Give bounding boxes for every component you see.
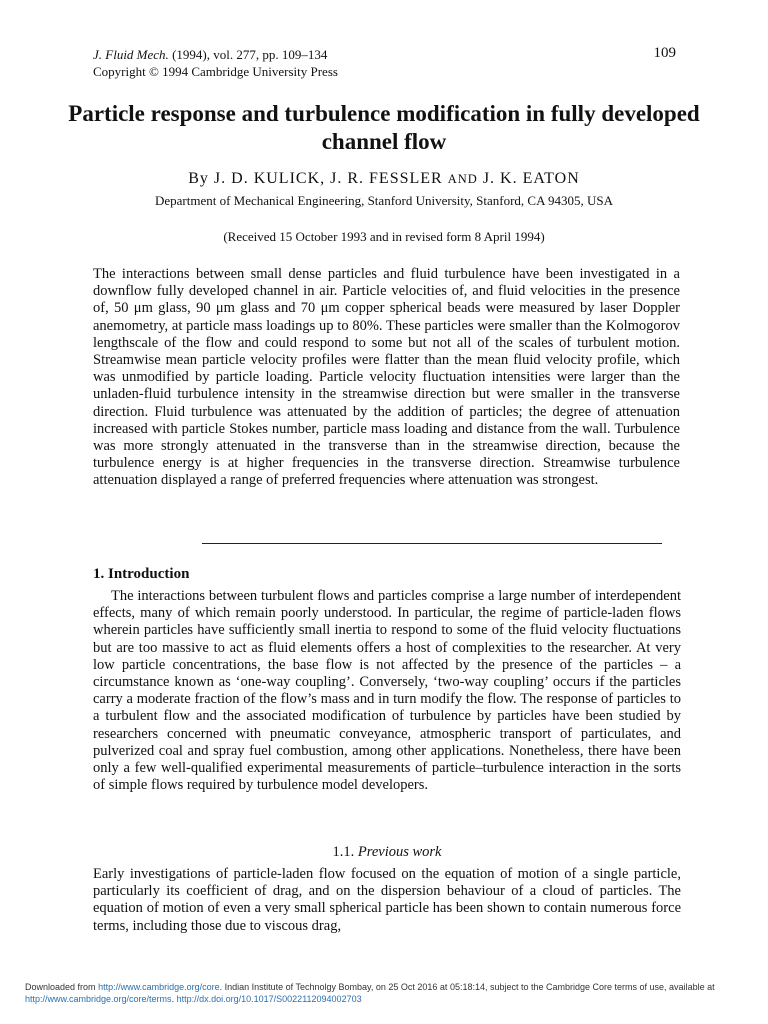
running-header [93,46,338,80]
section-heading: 1. Introduction [93,566,190,582]
subsection-heading [93,844,681,861]
by-label: By [188,170,209,187]
footer-terms-link[interactable]: http://www.cambridge.org/core/terms [25,994,172,1004]
author-2: J. R. FESSLER [330,170,443,187]
footer-core-link[interactable]: http://www.cambridge.org/core [98,982,220,992]
introduction-paragraph: The interactions between turbulent flows and particles comprise a large number of interdependent effects, many of which remain poorly understood. In particular, the regime of particle-laden flows wherein particles have sufficiently small inertia to respond to some of the fluid velocity fluctuations but are too massive to act as fluid elements offers a host of complexities to the researcher. At very low particle concentrations, the base flow is not affected by the presence of the particles – a circumstance known as ‘one-way coupling’. Conversely, ‘two-way coupling’ occurs if the particles carry a moderate fraction of the flow’s mass and in turn modify the flow. The response of particles to a turbulent flow and the associated modification of turbulence by particles have been studied by researchers concerned with pneumatic conveyance, atmospheric transport of particulates, and pulverized coal and spray fuel combustion, among other applications. Nonetheless, there have been only a few well-qualified experimental measurements of particle–turbulence interaction in the sorts of simple flows required by turbulence model developers. [93,588,681,794]
page-number: 109 [653,45,676,61]
author-1: J. D. KULICK, [213,170,326,187]
journal-name: J. Fluid Mech. [93,47,169,62]
year-volume: (1994), vol. 277, pp. 109–134 [172,47,328,62]
footer-separator: . [171,994,175,1004]
footer-doi-link[interactable]: http://dx.doi.org/10.1017/S0022112094002703 [176,994,362,1004]
received-date: (Received 15 October 1993 and in revised form 8 April 1994) [223,229,545,244]
paper-title: Particle response and turbulence modification in fully developed channel flow [68,101,700,154]
and-label: AND [447,172,478,186]
footer-prefix: Downloaded from [25,982,96,992]
subsection-title: Previous work [357,844,442,860]
abstract: The interactions between small dense particles and fluid turbulence have been investigated in a downflow fully developed channel in air. Particle velocities of, and fluid velocities in the presence of, 50 μm glass, 90 μm glass and 70 μm copper spherical beads were measured by laser Doppler anemometry, at particle mass loadings up to 80%. These particles were smaller than the Kolmogorov lengthscale of the flow and could respond to some but not all of the scales of turbulent motion. Streamwise mean particle velocity profiles were flatter than the mean fluid velocity profile, which was unmodified by particle loading. Particle velocity fluctuation intensities were larger than the unladen-fluid turbulence intensity in the streamwise direction but were smaller in the transverse direction. Fluid turbulence was attenuated by the addition of particles; the degree of attenuation increased with particle Stokes number, particle mass loading and distance from the wall. Turbulence was more strongly attenuated in the transverse than in the streamwise direction, because the turbulence energy is at higher frequencies in the transverse direction. Streamwise turbulence attenuation displayed a range of preferred frequencies where attenuation was strongest. [93,266,680,489]
author-3: J. K. EATON [482,170,580,187]
citation [93,46,338,63]
download-footer [25,981,758,1005]
affiliation: Department of Mechanical Engineering, Stanford University, Stanford, CA 94305, USA [154,193,614,208]
divider [202,543,662,544]
previous-work-paragraph: Early investigations of particle-laden flow focused on the equation of motion of a single particle, particularly its coefficient of drag, and on the dispersion behaviour of a cloud of particles. The equation of motion of even a very small spherical particle has been shown to contain numerous force terms, including those due to viscous drag, [93,866,681,934]
footer-middle: . Indian Institute of Technolgy Bombay, on 25 Oct 2016 at 05:18:14, subject to the Cambridge Core terms of use, available at [219,982,715,992]
author-line [60,170,708,188]
copyright: Copyright © 1994 Cambridge University Press [93,64,338,79]
subsection-number: 1.1. [332,844,355,860]
